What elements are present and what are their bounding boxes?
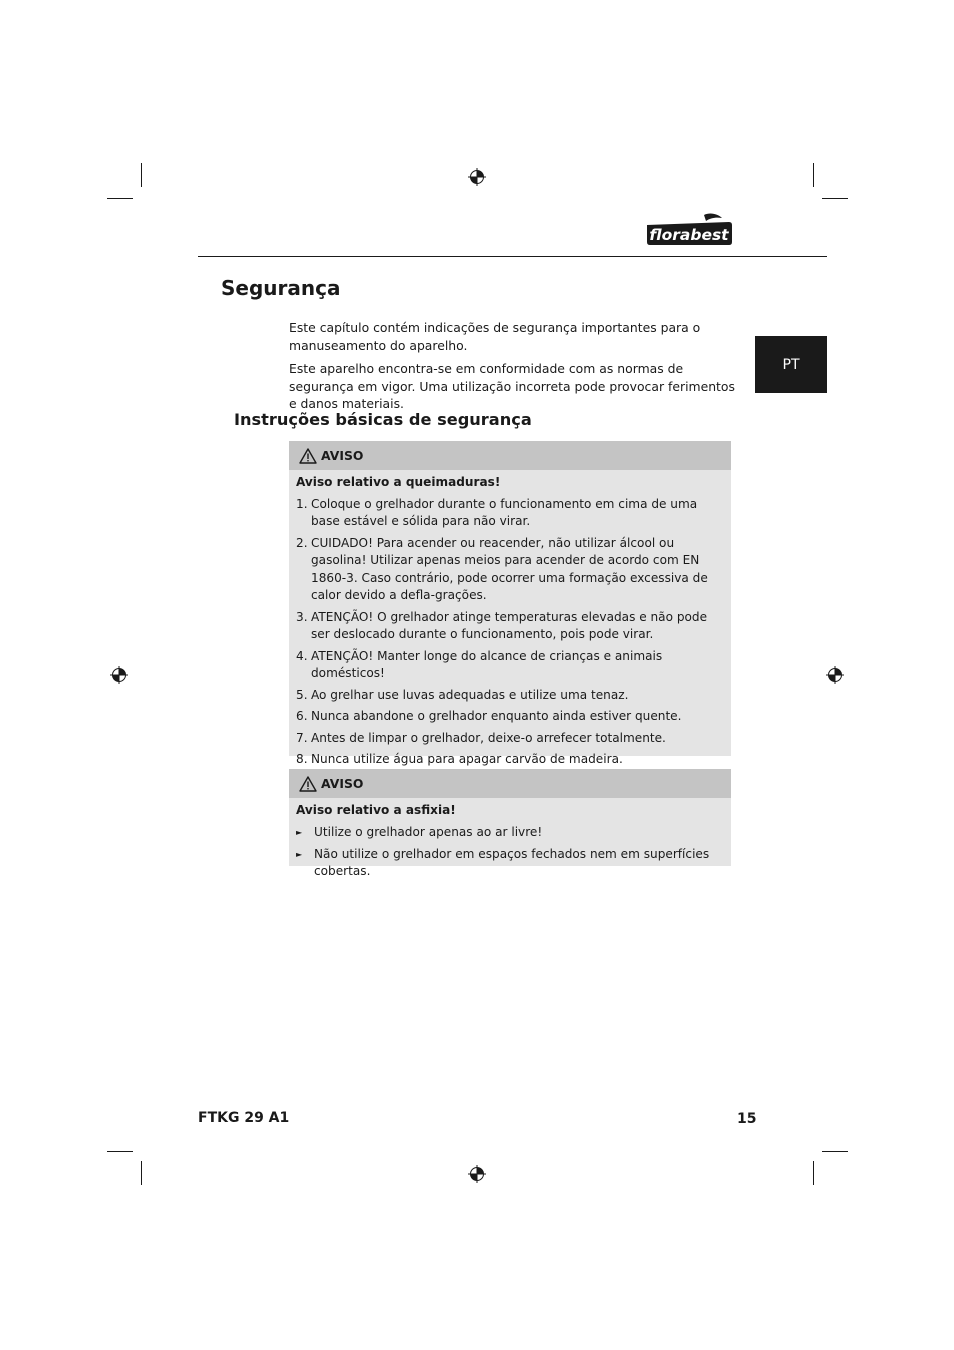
list-item-text: Utilize o grelhador apenas ao ar livre! xyxy=(314,824,543,839)
crop-mark xyxy=(141,163,142,187)
list-item-text: Não utilize o grelhador em espaços fechados nem em superfícies cobertas. xyxy=(314,846,710,878)
logo-text: florabest xyxy=(649,226,729,244)
registration-mark-icon xyxy=(826,666,844,684)
crop-mark xyxy=(107,198,133,199)
arrow-bullet-icon: ► xyxy=(296,849,303,859)
warning-header xyxy=(289,769,731,798)
warning-body xyxy=(289,470,731,777)
list-item-number: 4. xyxy=(296,648,308,663)
warning-label: AVISO xyxy=(321,448,364,463)
list-item-text: ATENÇÃO! Manter longe do alcance de crianças e animais domésticos! xyxy=(311,648,663,680)
intro-text xyxy=(289,319,737,419)
intro-paragraph: Este capítulo contém indicações de segurança importantes para o manuseamento do aparelho. xyxy=(289,320,701,353)
warning-triangle-icon xyxy=(299,448,317,464)
warning-list xyxy=(296,824,725,881)
list-item xyxy=(296,609,725,644)
warning-box-burns xyxy=(289,441,731,766)
registration-mark-icon xyxy=(468,168,486,186)
list-item-number: 7. xyxy=(296,730,308,745)
section-title: Instruções básicas de segurança xyxy=(234,410,532,429)
list-item-number: 2. xyxy=(296,535,308,550)
list-item xyxy=(296,846,725,881)
list-item xyxy=(296,496,725,531)
warning-subtitle: Aviso relativo a asfixia! xyxy=(296,803,456,817)
warning-triangle-icon xyxy=(299,776,317,792)
arrow-bullet-icon: ► xyxy=(296,827,303,837)
crop-mark xyxy=(813,1161,814,1185)
header-rule xyxy=(198,256,827,257)
crop-mark xyxy=(822,198,848,199)
list-item-text: Nunca utilize água para apagar carvão de madeira. xyxy=(311,752,623,766)
crop-mark xyxy=(813,163,814,187)
list-item xyxy=(296,730,725,748)
warning-list xyxy=(296,496,725,769)
language-tab xyxy=(755,336,827,393)
page-title: Segurança xyxy=(221,276,341,300)
list-item-text: Nunca abandone o grelhador enquanto ainda estiver quente. xyxy=(311,709,682,723)
crop-mark xyxy=(141,1161,142,1185)
warning-subtitle: Aviso relativo a queimaduras! xyxy=(296,475,501,489)
footer-model: FTKG 29 A1 xyxy=(198,1110,290,1126)
list-item-number: 1. xyxy=(296,496,308,511)
list-item-number: 3. xyxy=(296,609,308,624)
crop-mark xyxy=(822,1151,848,1152)
florabest-logo xyxy=(646,212,732,246)
list-item-number: 8. xyxy=(296,752,308,766)
crop-mark xyxy=(107,1151,133,1152)
list-item xyxy=(296,687,725,705)
warning-box-asphyxia xyxy=(289,769,731,878)
page-number: 15 xyxy=(737,1111,757,1127)
language-tab-label: PT xyxy=(782,356,800,373)
list-item xyxy=(296,648,725,683)
list-item-text: Coloque o grelhador durante o funcionamento em cima de uma base estável e sólida para não virar. xyxy=(311,496,698,528)
list-item xyxy=(296,751,725,769)
warning-label: AVISO xyxy=(321,776,364,791)
warning-header xyxy=(289,441,731,470)
list-item xyxy=(296,824,725,842)
list-item-text: Antes de limpar o grelhador, deixe-o arrefecer totalmente. xyxy=(311,730,666,745)
list-item-number: 5. xyxy=(296,687,308,702)
intro-paragraph: Este aparelho encontra-se em conformidade com as normas de segurança em vigor. Uma utilização incorreta pode provocar ferimentos e danos materiais. xyxy=(289,361,735,411)
list-item xyxy=(296,708,725,726)
list-item-text: ATENÇÃO! O grelhador atinge temperaturas elevadas e não pode ser deslocado durante o funcionamento, pois pode virar. xyxy=(311,609,708,641)
list-item-text: Ao grelhar use luvas adequadas e utilize uma tenaz. xyxy=(311,687,629,702)
registration-mark-icon xyxy=(468,1165,486,1183)
registration-mark-icon xyxy=(110,666,128,684)
list-item xyxy=(296,535,725,605)
list-item-text: CUIDADO! Para acender ou reacender, não utilizar álcool ou gasolina! Utilizar apenas meios para acender de acordo com EN 1860-3. Caso contrário, pode ocorrer uma formação excessiva de calor devido a defla-grações. xyxy=(311,535,708,602)
list-item-number: 6. xyxy=(296,709,308,723)
warning-body xyxy=(289,798,731,889)
